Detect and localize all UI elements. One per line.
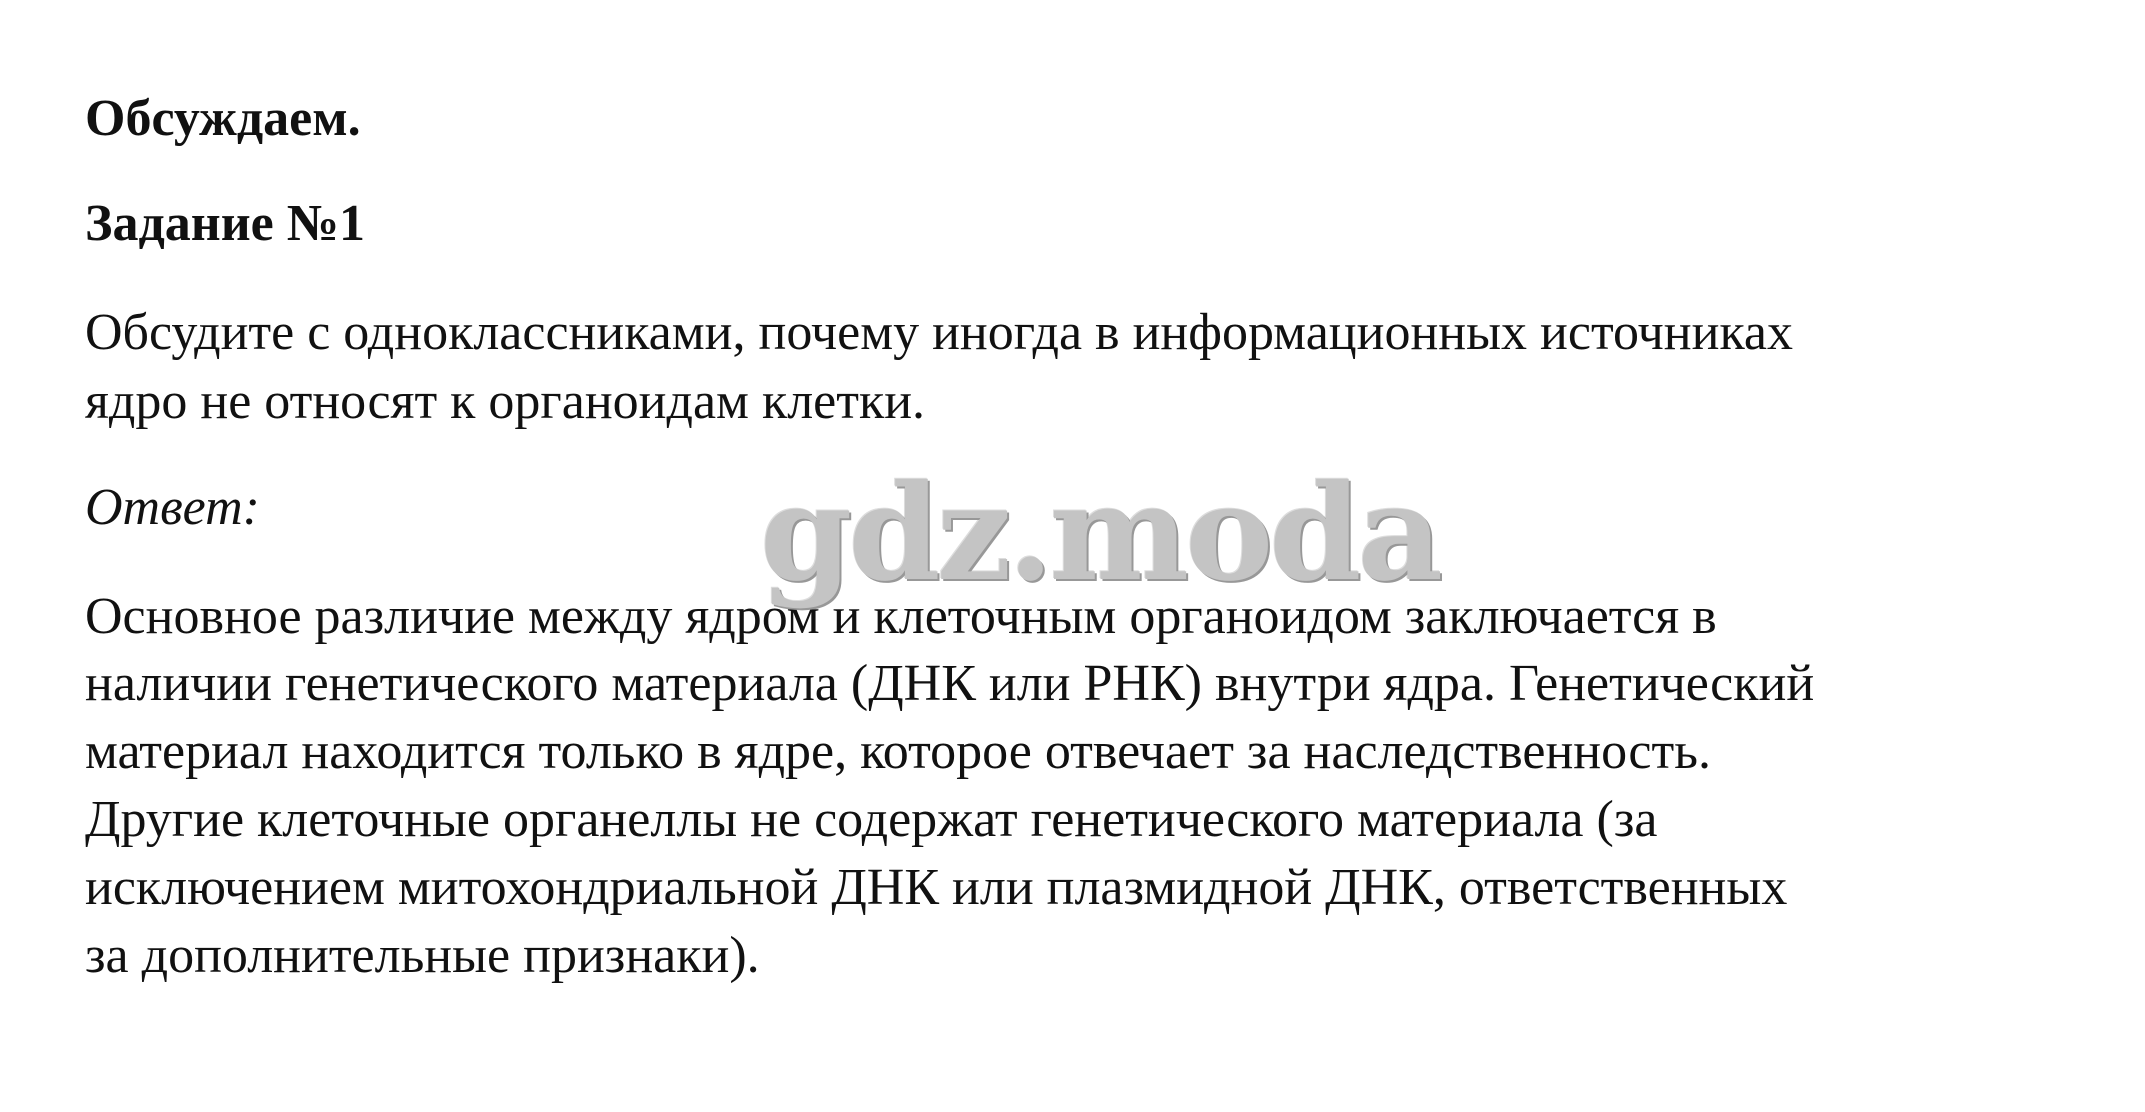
question-line: ядро не относят к органоидам клетки. (85, 373, 926, 430)
question-line: Обсудите с одноклассниками, почему иногда в информационных источниках (85, 304, 1794, 361)
task-title: Задание №1 (85, 195, 366, 252)
section-heading: Обсуждаем. (85, 90, 361, 147)
answer-line: исключением митохондриальной ДНК или плазмидной ДНК, ответственных (85, 859, 1788, 916)
answer-line: Основное различие между ядром и клеточным органоидом заключается в (85, 588, 1717, 645)
answer-line: наличии генетического материала (ДНК или РНК) внутри ядра. Генетический (85, 655, 1815, 712)
answer-label: Ответ: (85, 479, 260, 536)
answer-line: Другие клеточные органеллы не содержат генетического материала (за (85, 791, 1658, 848)
answer-line: за дополнительные признаки). (85, 927, 760, 984)
answer-line: материал находится только в ядре, которое отвечает за наследственность. (85, 723, 1711, 780)
watermark-logo: gdz.moda (760, 456, 1440, 611)
